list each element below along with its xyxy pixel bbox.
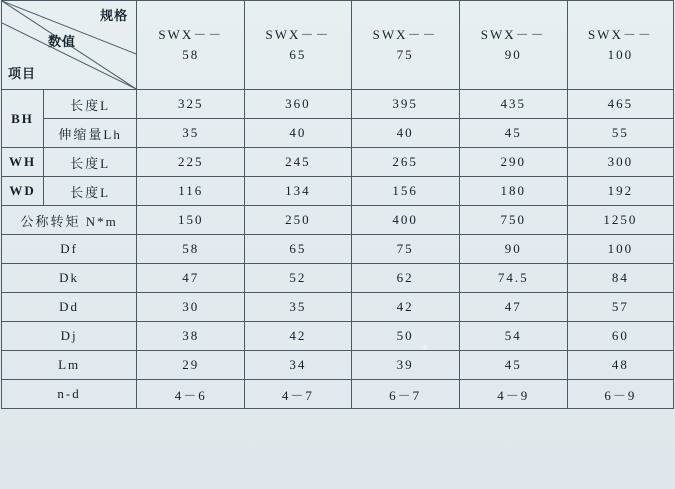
cell-wd-length-c1: 116 [137,177,245,206]
cell-wh-length-c3: 265 [351,148,459,177]
row-label-bh-length: 长度L [44,90,137,119]
column-header-4-line1: SWX－－ [480,27,546,42]
column-header-2-line2: 65 [289,47,307,62]
table-row [2,380,674,409]
column-header-1 [137,1,245,90]
cell-lm-c4: 45 [459,351,567,380]
cell-dk-c2: 52 [245,264,351,293]
row-label-wh-length: 长度L [44,148,137,177]
cell-bh-stroke-c2: 40 [245,119,351,148]
column-header-5-line2: 100 [607,47,634,62]
cell-nominal-torque-c1: 150 [137,206,245,235]
column-header-5-line1: SWX－－ [587,27,653,42]
cell-lm-c2: 34 [245,351,351,380]
row-group-wd: WD [2,177,44,206]
cell-dj-c5: 60 [567,322,673,351]
cell-n-d-c5: 6－9 [567,380,673,409]
table-row [2,119,674,148]
column-header-3 [351,1,459,90]
corner-item-label: 项目 [8,66,37,81]
cell-wd-length-c4: 180 [459,177,567,206]
cell-dd-c3: 42 [351,293,459,322]
row-label-dd: Dd [2,293,137,322]
row-label-df: Df [2,235,137,264]
cell-wh-length-c4: 290 [459,148,567,177]
table-row [2,351,674,380]
cell-wd-length-c2: 134 [245,177,351,206]
cell-bh-stroke-c3: 40 [351,119,459,148]
column-header-3-line2: 75 [396,47,414,62]
cell-dk-c3: 62 [351,264,459,293]
corner-header-cell [2,1,137,90]
table-row [2,90,674,119]
cell-dk-c5: 84 [567,264,673,293]
cell-wh-length-c1: 225 [137,148,245,177]
cell-df-c1: 58 [137,235,245,264]
cell-dk-c4: 74.5 [459,264,567,293]
cell-bh-stroke-c4: 45 [459,119,567,148]
cell-bh-length-c1: 325 [137,90,245,119]
cell-lm-c3: 39 [351,351,459,380]
cell-bh-length-c5: 465 [567,90,673,119]
row-label-bh-stroke: 伸缩量Lh [44,119,137,148]
row-group-wh: WH [2,148,44,177]
table-row [2,177,674,206]
cell-bh-stroke-c1: 35 [137,119,245,148]
cell-n-d-c2: 4－7 [245,380,351,409]
row-label-nominal-torque: 公称转矩 N*m [2,206,137,235]
row-group-bh: BH [2,90,44,148]
column-header-4-line2: 90 [504,47,522,62]
cell-nominal-torque-c3: 400 [351,206,459,235]
cell-n-d-c4: 4－9 [459,380,567,409]
column-header-2 [245,1,351,90]
column-header-4 [459,1,567,90]
cell-lm-c5: 48 [567,351,673,380]
cell-n-d-c3: 6－7 [351,380,459,409]
cell-wh-length-c2: 245 [245,148,351,177]
corner-value-label: 数值 [48,34,77,49]
cell-bh-length-c4: 435 [459,90,567,119]
row-label-n-d: n-d [2,380,137,409]
cell-lm-c1: 29 [137,351,245,380]
cell-bh-stroke-c5: 55 [567,119,673,148]
cell-dd-c2: 35 [245,293,351,322]
cell-dj-c2: 42 [245,322,351,351]
table-row [2,293,674,322]
cell-df-c2: 65 [245,235,351,264]
table-row [2,148,674,177]
corner-spec-label: 规格 [100,8,129,23]
cell-dj-c1: 38 [137,322,245,351]
cell-dd-c1: 30 [137,293,245,322]
cell-dd-c5: 57 [567,293,673,322]
cell-wd-length-c5: 192 [567,177,673,206]
cell-nominal-torque-c2: 250 [245,206,351,235]
column-header-3-line1: SWX－－ [372,27,438,42]
specification-table [1,0,674,409]
table-row [2,206,674,235]
table-header-row [2,1,674,90]
cell-dj-c3: 50 [351,322,459,351]
table-row [2,235,674,264]
cell-dd-c4: 47 [459,293,567,322]
column-header-1-line1: SWX－－ [158,27,224,42]
table-row [2,264,674,293]
row-label-dj: Dj [2,322,137,351]
cell-nominal-torque-c5: 1250 [567,206,673,235]
column-header-5 [567,1,673,90]
cell-df-c3: 75 [351,235,459,264]
cell-wd-length-c3: 156 [351,177,459,206]
cell-nominal-torque-c4: 750 [459,206,567,235]
cell-df-c5: 100 [567,235,673,264]
cell-dj-c4: 54 [459,322,567,351]
cell-df-c4: 90 [459,235,567,264]
row-label-lm: Lm [2,351,137,380]
cell-bh-length-c3: 395 [351,90,459,119]
column-header-1-line2: 58 [182,47,200,62]
column-header-2-line1: SWX－－ [265,27,331,42]
row-label-dk: Dk [2,264,137,293]
cell-bh-length-c2: 360 [245,90,351,119]
cell-dk-c1: 47 [137,264,245,293]
cell-n-d-c1: 4－6 [137,380,245,409]
table-row [2,322,674,351]
cell-wh-length-c5: 300 [567,148,673,177]
row-label-wd-length: 长度L [44,177,137,206]
